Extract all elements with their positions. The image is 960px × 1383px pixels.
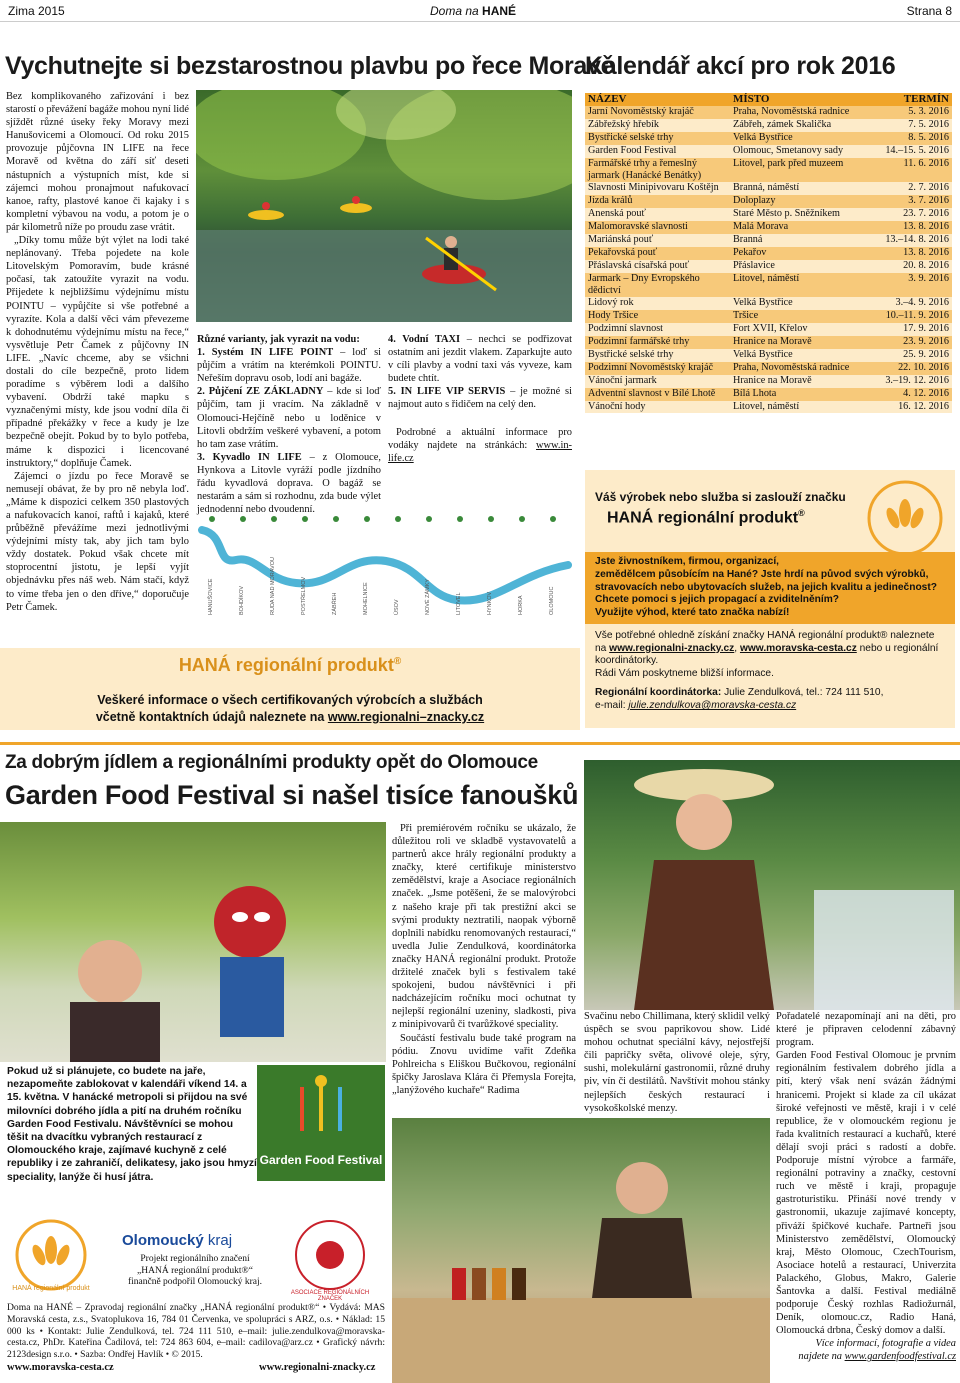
calendar-event-date: 2. 7. 2016 [865,182,952,195]
calendar-event-name: Mariánská pouť [585,234,730,247]
calendar-event-place: Branná [730,234,865,247]
article2-column-c [776,1010,956,1364]
calendar-title: Kalendář akcí pro rok 2016 [585,52,896,80]
river-map-svg [196,505,572,640]
promo-q3: Využijte výhod, které tato značka nabízí! [595,607,790,619]
stand-scene [392,1118,770,1383]
map-town-label: HORKA [518,595,524,615]
map-point-icon [457,516,463,522]
calendar-row [585,273,952,298]
article1-paragraph: Bez komplikovaného zařizování i bez starostí o převážení bagáže mohou nyní lidé sjíždět různé úseky řeky Moravy mezi Hanušovicemi a Olomoucí. Od roku 2015 provozuje půjčovna IN LIFE na řece Moravě od května do září síť deseti nástupních a výstupních míst, kde si zájemci mohou pronajmout nafukovací kanoe, rafty, plastové kanoe či kajaky i s kompletní výbavou na vodu, a potom je o pár kilometrů níže po proudu zase vrátit. [6,91,189,233]
kraj-text: kraj [207,1232,233,1249]
map-point-icon [364,516,370,522]
article2-column-b: Svačinu nebo Chillimana, který sklidil velký úspěch se svou paprikovou show. Lidé mohou ochutnat speciální kávy, nejostřejší čili papričky světa, olivové oleje, sýry, sushi, molekulární gastronomii, různé druhy piv, vín či destilátů. Navštívit mohou stánky nejlepších českých restaurací i vysokoškolské menzy. [584,1011,770,1114]
products-stand-photo [392,1118,770,1383]
calendar-header-name: NÁZEV [585,93,730,106]
promo-line1: Váš výrobek nebo služba si zaslouží značku [595,490,846,504]
calendar-row [585,106,952,119]
article2-col-c-text: Pořadatelé nezapomínají ani na děti, pro které je připraven celodenní zábavný program. Garden Food Festival Olomouc je prvním regionálním festivalem dobrého jídla a pití, který však není svázán žádnými hranicemi. Projekt si klade za cíl ukázat široké veřejnosti ve městě, kraji i v celé republice, že v olomouckém regionu je řada kvalitních restaurací a kuchařů, které dělají svoji práci s radostí a dobře. Podporuje místní výrobce a farmáře, regionální potraviny a značky, cestovní ruch ve městě i kraji, propaguje gastroturistiku. Přináší nové trendy v gastronomii, ukazuje zajímavé koncepty, přiváží špičkové kuchaře. Partneři jsou Ministerstvo zemědělství, Olomoucký kraj, Město Olomouc, CzechTourism, Asociace hotelů a restaurací, Univerzita Palackého, Globus, Makro, Galerie Šantovka a další. Festival mediálně podporuje Český rozhlas Radiožurnál, Deník, olomouc.cz, Radio Haná, Olomoucká drbna, Český domov a další. [776,1011,956,1337]
calendar-event-name: Podzimní Novoměstský krajáč [585,362,730,375]
header-publication-italic: Doma na [430,4,483,18]
variant-item [197,385,381,450]
calendar-row [585,247,952,260]
calendar-event-place: Hranice na Moravě [730,375,865,388]
variant-text: – z Olomouce, Hynkova a Litovle vyráží podle jízdního řádu kyvadlová doprava. O bagáž se nestarám a sám si rozhodnu, zda bude výlet jednodenní nebo dvoudenní. [197,451,381,516]
article1-column-1 [6,90,189,614]
calendar-event-place: Malá Morava [730,221,865,234]
map-town-label: MOHELNICE [363,582,369,615]
article2-lead: Pokud už si plánujete, co budete na jaře, nezapomeňte zablokovat v kalendáři víkend 14. a 15. května. V hanácké metropoli si přijdou na své milovníci dobrého jídla a pití na druhém ročníku Garden Food Festivalu. Návštěvníci se mohou těšit na dvacítku vybraných restaurací z Olomouckého kraje, zajímavé kuchyně z celé republiky i ze zahraničí, delikatesy, jako jsou hmyzí speciality, lanýže či husí játra. [7,1066,257,1183]
calendar-row [585,323,952,336]
promo-info1: Vše potřebné ohledně získání značky HANÁ regionální produkt® naleznete na [595,630,935,654]
calendar-event-place: Litovel, park před muzeem [730,158,865,183]
calendar-row [585,362,952,375]
garden-food-festival-logo [257,1065,385,1181]
arz-text: ASOCIACE REGIONÁLNÍCH ZNAČEK [290,1290,370,1302]
article1-paragraph: Zájemci o jízdu po řece Moravě se nemusejí obávat, že by pro ně nebyla loď. „Máme k dispozici celkem 350 plastových a nafukovacích kanoí, raftů i kajaků, které průběžně převážíme mezi jednotlivými výdejními místy tak, aby jich tam bylo vždy dostatek. Pokud však chcete mít stoprocentní jistotu, je lepší vyjít objednávku přes náš web. Nám stačí, když to víme třeba jen o den dříve,“ doporučuje Petr Čamek. [6,470,189,613]
impressum: Doma na HANÉ – Zpravodaj regionální značky „HANÁ regionální produkt®“ • Vydává: MAS Moravská cesta, z.s., Svatoplukova 16, 784 01 Červenka, ve spolupráci s ARZ, o.s. • Náklad: 15 000 ks • Kontakt: Julie Zendulková, tel. 724 111 510, e–mail: julie.zendulkova@moravska-cesta.cz, PhDr. Kateřina Čadilová, tel: 724 863 604, e–mail: cadilova@arz.cz • Grafický návrh: 2123design s.r.o. • Sazba: Ondřej Havlík • © 2015. [7,1302,385,1361]
calendar-event-date: 8. 5. 2016 [865,132,952,145]
article2-paragraph: Při premiérovém ročníku se ukázalo, že důležitou roli ve skladbě vystavovatelů a partnerů akce hrály regionální produkty a značky, které certifikuje ministerstvo zemědělství, kraje a Asociace regionálních značek. „Jsme potěšeni, že se malovýrobci z našeho kraje při tak prestižní akci se svými produkty neztratili, naopak výborně doplnili nabídku renomovaných restaurací,“ uvedla Julie Zendulková, koordinátorka značky HANÁ regionální produkt. Protože držitelé značek byli s festivalem také spokojeni, budou návštěvníci i při nadcházejícím ročníku moci ochutnat ty nejlepší regionální uzeniny, sladkosti, piva z minipivovarů či tvarůžkové speciality. [392,823,576,1031]
article2-more [776,1337,956,1350]
article2-title: Garden Food Festival si našel tisíce fanoušků [5,780,579,810]
calendar-header-place: MÍSTO [730,93,865,106]
calendar-event-name: Podzimní farmářské trhy [585,336,730,349]
promo-coordinator-text: Julie Zendulková, tel.: 724 111 510, [721,687,884,699]
article2-paragraph: Součástí festivalu bude také program na pódiu. Znovu uvidíme vařit Zdeňka Pohlreicha s Eliškou Bučkovou, regionální špičky Jaroslava Klára či Přemysla Forejta, „lanýžového kuchaře“ Radima [392,1032,576,1096]
calendar-event-place: Litovel, náměstí [730,401,865,414]
article2-more-2 [776,1350,956,1363]
hana-promo-box [585,470,955,728]
banner-title-reg: ® [393,656,402,667]
calendar-event-name: Bystřické selské trhy [585,132,730,145]
regionalni-znacky-link[interactable]: www.regionalni–znacky.cz [327,710,485,724]
calendar-event-name: Malomoravské slavnosti [585,221,730,234]
kids-festival-photo [0,822,386,1062]
header-page-number: Strana 8 [906,4,952,18]
calendar-event-date: 13. 8. 2016 [865,221,952,234]
promo-link-moravska[interactable]: www.moravska-cesta.cz [739,642,857,654]
calendar-event-name: Farmářské trhy a řemeslný jarmark (Hanácké Benátky) [585,158,730,183]
calendar-event-name: Pekařovská pouť [585,247,730,260]
calendar-event-date: 23. 9. 2016 [865,336,952,349]
calendar-event-place: Fort XVII, Křelov [730,323,865,336]
calendar-row [585,208,952,221]
variant-text: – je možné si najmout auto s řidičem na celý den. [388,386,572,411]
banner-line2 [0,710,580,724]
promo-info3: Rádi Vám poskytneme bližší informace. [595,667,774,679]
calendar-event-date: 17. 9. 2016 [865,323,952,336]
map-town-label: NOVÉ ZÁMKY [425,578,431,615]
calendar-event-date: 3.–19. 12. 2016 [865,375,952,388]
calendar-event-date: 3. 7. 2016 [865,195,952,208]
calendar-event-name: Bystřické selské trhy [585,349,730,362]
hana-footer-logo-icon [6,1215,96,1295]
calendar-event-date: 10.–11. 9. 2016 [865,310,952,323]
chef-scene [584,760,960,1010]
kids-scene [0,822,386,1062]
map-point-icon [488,516,494,522]
calendar-event-date: 5. 3. 2016 [865,106,952,119]
calendar-row [585,182,952,195]
calendar-row [585,234,952,247]
calendar-event-place: Praha, Novoměstská radnice [730,106,865,119]
calendar-row [585,388,952,401]
calendar-event-place: Velká Bystřice [730,132,865,145]
variant-text: – nechci se podřizovat ostatním ani jezdit vlakem. Zaparkujte auto v cíli plavby a vodní taxi vás vyveze, kam budete chtít. [388,334,572,385]
calendar-event-name: Jarmark – Dny Evropského dědictví [585,273,730,298]
hana-logo [865,478,945,558]
promo-email-label: e-mail: [595,699,629,711]
map-point-icon [333,516,339,522]
map-point-icon [550,516,556,522]
calendar-event-name: Jarní Novoměstský krajáč [585,106,730,119]
article2-kicker: Za dobrým jídlem a regionálními produkty opět do Olomouce [5,752,538,773]
banner-line1: Veškeré informace o všech certifikovaných výrobcích a službách [97,693,483,707]
footer-link-moravska[interactable]: www.moravska-cesta.cz [7,1362,114,1373]
map-town-label: LITOVEL [456,592,462,615]
map-point-icon [519,516,525,522]
calendar-row [585,260,952,273]
banner-line2-text: včetně kontaktních údajů naleznete na [95,710,328,724]
footer-hana-text: HANÁ regionální produkt [12,1285,90,1292]
calendar-event-place: Praha, Novoměstská radnice [730,362,865,375]
article2-column-a [392,822,576,1097]
calendar-event-place: Staré Město p. Sněžníkem [730,208,865,221]
chef-photo [584,760,960,1010]
calendar-row [585,195,952,208]
calendar-event-place: Litovel, náměstí [730,273,865,298]
calendar-event-name: Adventní slavnost v Bílé Lhotě [585,388,730,401]
olomoucky-kraj-logo [122,1232,232,1249]
map-town-label: BOHDÍKOV [239,585,245,615]
footer [0,1190,390,1383]
calendar-event-place: Doloplazy [730,195,865,208]
calendar-row [585,119,952,132]
cutlery-icon [257,1065,385,1145]
map-town-label: HYNKOV [487,591,493,615]
arz-logo [285,1210,375,1300]
calendar-event-place: Velká Bystřice [730,297,865,310]
promo-line2-text: HANÁ regionální produkt [607,509,799,527]
calendar-row [585,132,952,145]
calendar-event-date: 22. 10. 2016 [865,362,952,375]
map-point-icon [209,516,215,522]
calendar-event-name: Vánoční jarmark [585,375,730,388]
calendar-event-place: Zábřeh, zámek Skalička [730,119,865,132]
calendar-row [585,158,952,183]
map-point-icon [240,516,246,522]
calendar-event-date: 4. 12. 2016 [865,388,952,401]
variant-item [388,385,572,411]
calendar-event-date: 13. 8. 2016 [865,247,952,260]
map-point-icon [271,516,277,522]
promo-q1: Jste živnostníkem, firmou, organizací, [595,556,779,567]
calendar-event-date: 16. 12. 2016 [865,401,952,414]
article1-paragraph: „Díky tomu může být výlet na lodi také neplánovaný. Třeba pojedete na kole Litovelským Pomoravím, bude krásné počasí, tak zatoužíte vyrazit na vodu. Přijedete k nejbližšímu výdejnímu místu POINTU – vypůjčíte si vše potřebné a vyrazíte. Kola a další věci vám převezeme k dohodnutému výdejnímu místu na řece,“ vysvětluje Petr Čamek z půjčovny IN LIFE. „Navíc chceme, aby se všichni dostali do cíle bezpečně, proto lidem poradíme s výběrem lodi a dalšího vybavení. Obdrží také mapku s vyznačenými místy, kde jsou vodní díla či případné překážky v řece a kudy je lze bezpečně obejít. Pokud by to bylo potřeba, máme k dispozici i licencované instruktory,“ doplňuje Čamek. [6,235,189,469]
calendar-event-date: 11. 6. 2016 [865,158,952,183]
calendar-event-place: Hranice na Moravě [730,336,865,349]
calendar-row [585,336,952,349]
promo-questions [585,552,955,624]
calendar-event-date: 14.–15. 5. 2016 [865,145,952,158]
calendar-event-name: Anenská pouť [585,208,730,221]
arz-logo-icon [285,1210,375,1300]
calendar-event-date: 25. 9. 2016 [865,349,952,362]
variant-label: 4. Vodní TAXI [388,334,461,345]
calendar-event-date: 20. 8. 2016 [865,260,952,273]
banner-title-text: HANÁ regionální produkt [178,655,394,675]
hana-wheat-logo-icon [865,478,945,558]
footer-hana-logo [6,1215,96,1295]
promo-coordinator [595,687,947,700]
events-calendar-table [585,93,952,413]
promo-info [595,630,947,713]
calendar-event-place: Tršice [730,310,865,323]
calendar-event-place: Pekařov [730,247,865,260]
calendar-row [585,375,952,388]
calendar-event-name: Přáslavská císařská pouť [585,260,730,273]
calendar-event-place: Velká Bystřice [730,349,865,362]
calendar-event-name: Podzimní slavnost [585,323,730,336]
variant-text: – kde si loď půjčím, tam ji vracím. Na základně v Olomouci-Hejčíně nebo u loděnice v Litovli obdržím veškeré vybavení, a potom ho tam zase vrátím. [197,386,381,450]
map-point-icon [302,516,308,522]
calendar-event-name: Lidový rok [585,297,730,310]
project-line2: „HANÁ regionální produkt®“ [137,1265,253,1276]
calendar-event-name: Garden Food Festival [585,145,730,158]
more-info [388,426,572,465]
calendar-event-name: Jízda králů [585,195,730,208]
variant-label: 1. Systém IN LIFE POINT [197,347,334,359]
promo-line2-reg: ® [798,508,805,518]
header-season: Zima 2015 [8,4,65,18]
promo-email-line [595,700,947,713]
gff-logo-text: Garden Food Festival [259,1153,383,1167]
promo-coordinator-label: Regionální koordinátorka: [595,687,722,699]
page-header [0,0,960,22]
promo-info-sep: , [734,642,740,654]
map-point-icon [426,516,432,522]
header-publication-bold: HANÉ [482,4,517,18]
variant-item [388,333,572,385]
variant-text: – loď si půjčím a vrátím na kterémkoli POINTU. Neřeším dopravu osob, lodí ani bagáže. [197,347,382,385]
project-line1: Projekt regionálního značení [140,1254,250,1264]
calendar-row [585,297,952,310]
calendar-event-name: Slavnosti Minipivovaru Koštějn [585,182,730,195]
section-divider [0,742,960,745]
calendar-event-name: Hody Tršice [585,310,730,323]
map-town-label: RUDA NAD MORAVOU [270,557,276,615]
promo-q2: zemědělcem působícím na Hané? Jste hrdí na původ svých výrobků, stravovacích nebo ubytovacích služeb, na jejich kvalitu a jedinečnost? Chcete pomoci s jejich propagací a zviditelněním? [595,568,937,606]
calendar-event-date: 23. 7. 2016 [865,208,952,221]
gff-link[interactable]: www.gardenfoodfestival.cz [844,1351,956,1363]
variant-label: 3. Kyvadlo IN LIFE [197,451,302,463]
promo-line2 [607,508,805,527]
calendar-event-place: Branná, náměstí [730,182,865,195]
variant-label: 2. Půjčení ZE ZÁKLADNY [197,386,324,398]
calendar-event-date: 13.–14. 8. 2016 [865,234,952,247]
variant-item [197,346,381,385]
calendar-event-place: Bílá Lhota [730,388,865,401]
map-point-icon [395,516,401,522]
map-town-label: ÚSOV [394,599,400,615]
promo-link-regionalni[interactable]: www.regionalni-znacky.cz [609,642,735,654]
variants-column-1 [197,333,381,516]
in-life-link[interactable]: www.in-life.cz [388,439,572,464]
river-line [202,530,568,601]
variant-label: 5. IN LIFE VIP SERVIS [388,386,506,398]
article2-more2-text: najdete na [798,1351,845,1363]
river-scene [196,90,572,322]
header-publication [430,4,516,18]
promo-email-link[interactable]: julie.zendulkova@moravska-cesta.cz [628,699,797,711]
calendar-event-name: Zábřežský hřebík [585,119,730,132]
more-info-text: Podrobné a aktuální informace pro vodáky najdete na stránkách: [388,426,572,451]
variants-column-2 [388,333,572,465]
calendar-event-name: Vánoční hody [585,401,730,414]
promo-info2: nebo u regionální koordinátorky. [595,642,939,667]
project-line3: finančně podpořil Olomoucký kraj. [127,1277,263,1287]
project-info [110,1254,280,1289]
article2-more-text: Více informací, fotografie a videa [815,1338,956,1350]
olomoucky-text: Olomoucký [122,1232,204,1249]
variants-title: Různé varianty, jak vyrazit na vodu: [197,334,360,345]
calendar-event-place: Přáslavice [730,260,865,273]
calendar-row [585,401,952,414]
calendar-row [585,221,952,234]
calendar-header-date: TERMÍN [865,93,952,106]
calendar-event-place: Olomouc, Smetanovy sady [730,145,865,158]
map-town-label: OLOMOUC [549,586,555,615]
map-town-label: ZÁBŘEH [332,592,338,615]
calendar-row [585,310,952,323]
map-town-label: POSTŘELMOV [301,576,307,615]
footer-link-regionalni[interactable]: www.regionalni-znacky.cz [259,1362,376,1373]
calendar-event-date: 3.–4. 9. 2016 [865,297,952,310]
river-map [196,505,572,640]
banner-title [0,655,580,676]
calendar-row [585,349,952,362]
map-town-label: HANUŠOVICE [208,578,214,615]
calendar-row [585,145,952,158]
kayak-river-photo [196,90,572,322]
article1-title: Vychutnejte si bezstarostnou plavbu po řece Moravě [5,52,615,80]
calendar-event-date: 3. 9. 2016 [865,273,952,298]
calendar-event-date: 7. 5. 2016 [865,119,952,132]
hana-product-banner [0,648,580,730]
